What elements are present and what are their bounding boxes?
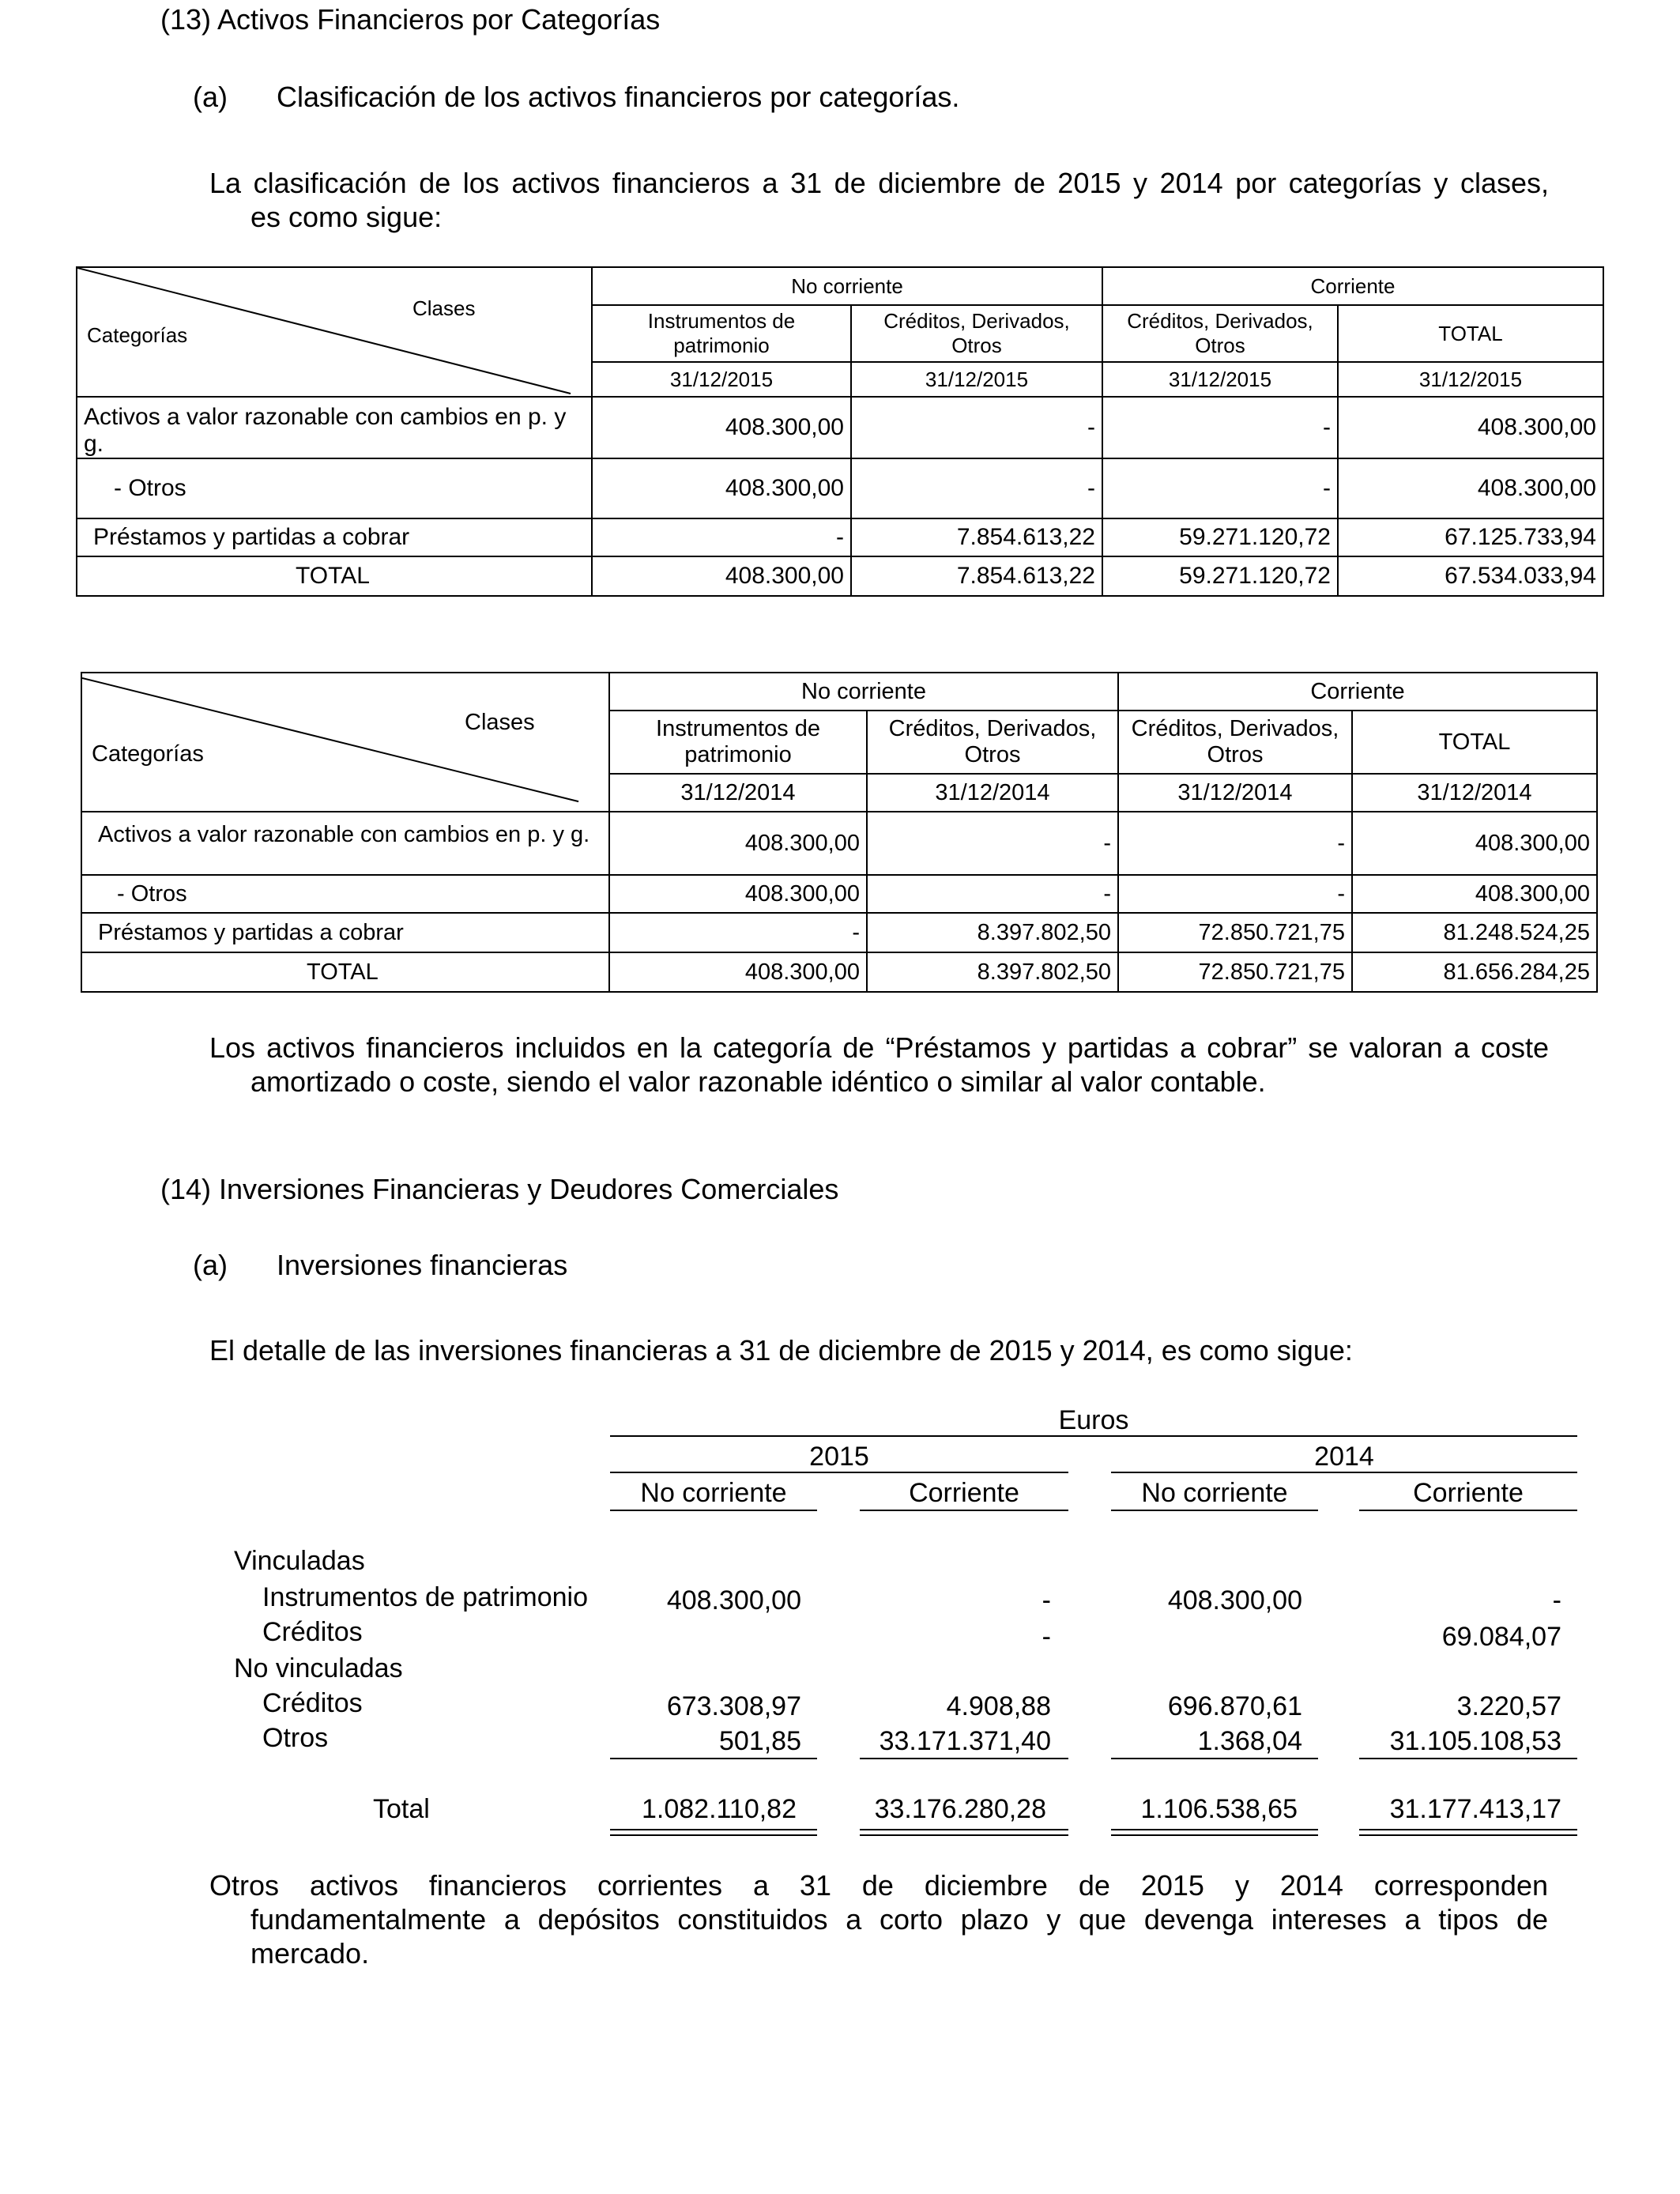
year-2014-header: 2014: [1314, 1442, 1374, 1472]
col-corriente-2014: Corriente: [1413, 1478, 1524, 1508]
col-creditos-c: Créditos, Derivados, Otros: [1118, 711, 1352, 774]
intro-paragraph-14: El detalle de las inversiones financieras a 31 de diciembre de 2015 y 2014, es como sigue:: [209, 1334, 1353, 1367]
label-no-vinculadas: No vinculadas: [234, 1653, 403, 1683]
categorias-label: Categorías: [92, 741, 204, 767]
corriente-header: Corriente: [1102, 267, 1603, 305]
cell-value: 69.084,07: [1441, 1622, 1561, 1652]
cell-value: 7.854.613,22: [851, 518, 1102, 556]
cell-value: 408.300,00: [592, 556, 851, 596]
rule: [860, 1510, 1068, 1511]
cell-value: 7.854.613,22: [851, 556, 1102, 596]
cell-value: 67.125.733,94: [1338, 518, 1603, 556]
cell-value: -: [1118, 875, 1352, 913]
rule: [1359, 1758, 1577, 1759]
cell-total: 31.177.413,17: [1389, 1794, 1561, 1824]
cell-value: -: [592, 518, 851, 556]
double-rule: [860, 1829, 1068, 1836]
label-creditos: Créditos: [262, 1617, 363, 1647]
cell-total: 33.176.280,28: [874, 1794, 1046, 1824]
no-corriente-header: No corriente: [592, 267, 1102, 305]
double-rule: [1111, 1829, 1318, 1836]
cell-value: 8.397.802,50: [867, 913, 1118, 952]
cell-value: 408.300,00: [592, 397, 851, 458]
cell-value: -: [1552, 1585, 1561, 1615]
col-creditos-c: Créditos, Derivados, Otros: [1102, 305, 1338, 362]
cell-total: 1.082.110,82: [642, 1794, 797, 1824]
col-no-corriente-2014: No corriente: [1141, 1478, 1288, 1508]
label-instrumentos: Instrumentos de patrimonio: [262, 1582, 588, 1612]
corriente-header: Corriente: [1118, 673, 1597, 711]
cell-value: 59.271.120,72: [1102, 518, 1338, 556]
cell-value: 408.300,00: [609, 952, 867, 992]
cell-value: 408.300,00: [592, 458, 851, 518]
euros-header: Euros: [1058, 1405, 1129, 1435]
label-creditos: Créditos: [262, 1688, 363, 1718]
cell-value: 408.300,00: [1338, 458, 1603, 518]
date-cell: 31/12/2014: [867, 774, 1118, 812]
cell-value: -: [1102, 458, 1338, 518]
cell-value: 72.850.721,75: [1118, 913, 1352, 952]
date-cell: 31/12/2015: [1338, 362, 1603, 397]
cell-value: 72.850.721,75: [1118, 952, 1352, 992]
note-line-2: amortizado o coste, siendo el valor razonable idéntico o similar al valor contable.: [250, 1065, 1266, 1098]
subsection-letter: (a): [193, 81, 228, 113]
intro-line-2: es como sigue:: [250, 201, 443, 233]
cell-value: -: [1118, 812, 1352, 875]
cell-value: -: [1042, 1585, 1051, 1615]
intro-line-1: La clasificación de los activos financieros a 31 de diciembre de 2015 y 2014 por categorías y clases,: [209, 167, 1549, 199]
cell-value: 408.300,00: [666, 1585, 801, 1615]
rule: [1111, 1510, 1318, 1511]
col-total: TOTAL: [1338, 305, 1603, 362]
categorias-label: Categorías: [87, 323, 188, 347]
cell-value: 408.300,00: [1352, 875, 1597, 913]
col-instrumentos: Instrumentos de patrimonio: [609, 711, 867, 774]
cell-value: 59.271.120,72: [1102, 556, 1338, 596]
row-label: - Otros: [81, 875, 609, 913]
rule: [1359, 1510, 1577, 1511]
no-corriente-header: No corriente: [609, 673, 1118, 711]
cell-value: 3.220,57: [1456, 1691, 1561, 1721]
row-label: - Otros: [77, 458, 592, 518]
double-rule: [610, 1829, 817, 1836]
section-14-title: (14) Inversiones Financieras y Deudores Comerciales: [160, 1173, 839, 1205]
cell-value: 696.870,61: [1167, 1691, 1302, 1721]
note-line-1: Otros activos financieros corrientes a 31 de diciembre de 2015 y 2014 corresponden: [209, 1869, 1548, 1902]
cell-value: -: [609, 913, 867, 952]
cell-value: 67.534.033,94: [1338, 556, 1603, 596]
subsection-title: Inversiones financieras: [277, 1249, 568, 1281]
clases-label: Clases: [465, 710, 535, 735]
date-cell: 31/12/2015: [592, 362, 851, 397]
rule: [860, 1758, 1068, 1759]
cell-value: 408.300,00: [1167, 1585, 1302, 1615]
date-cell: 31/12/2014: [609, 774, 867, 812]
row-label: Préstamos y partidas a cobrar: [77, 518, 592, 556]
row-label: Préstamos y partidas a cobrar: [81, 913, 609, 952]
rule: [1111, 1472, 1577, 1473]
clases-label: Clases: [412, 296, 476, 320]
note-paragraph-14: [209, 1868, 1548, 1970]
col-corriente-2015: Corriente: [909, 1478, 1019, 1508]
col-creditos-nc: Créditos, Derivados, Otros: [867, 711, 1118, 774]
date-cell: 31/12/2015: [1102, 362, 1338, 397]
cell-value: 501,85: [719, 1726, 801, 1756]
row-label: TOTAL: [81, 952, 609, 992]
cell-value: 408.300,00: [609, 875, 867, 913]
rule: [610, 1472, 1068, 1473]
date-cell: 31/12/2014: [1352, 774, 1597, 812]
subsection-title: Clasificación de los activos financieros por categorías.: [277, 81, 960, 113]
rule: [610, 1435, 1577, 1437]
col-creditos-nc: Créditos, Derivados, Otros: [851, 305, 1102, 362]
date-cell: 31/12/2014: [1118, 774, 1352, 812]
cell-value: -: [1042, 1622, 1051, 1652]
cell-value: 1.368,04: [1197, 1726, 1302, 1756]
cell-value: -: [851, 397, 1102, 458]
row-label: Activos a valor razonable con cambios en p. y g.: [77, 397, 592, 458]
label-vinculadas: Vinculadas: [234, 1546, 365, 1576]
row-label: Activos a valor razonable con cambios en p. y g.: [81, 812, 609, 875]
section-13-title: (13) Activos Financieros por Categorías: [160, 3, 661, 36]
cell-value: 408.300,00: [1352, 812, 1597, 875]
note-line-2: fundamentalmente a depósitos constituidos a corto plazo y que devenga intereses a tipos de: [250, 1903, 1548, 1936]
cell-value: 81.248.524,25: [1352, 913, 1597, 952]
cell-value: 4.908,88: [946, 1691, 1051, 1721]
cell-value: -: [1102, 397, 1338, 458]
double-rule: [1359, 1829, 1577, 1836]
subsection-letter: (a): [193, 1249, 228, 1281]
note-line-3: mercado.: [250, 1937, 370, 1970]
cell-value: 8.397.802,50: [867, 952, 1118, 992]
cell-value: 408.300,00: [1338, 397, 1603, 458]
col-no-corriente-2015: No corriente: [640, 1478, 787, 1508]
cell-value: 673.308,97: [666, 1691, 801, 1721]
date-cell: 31/12/2015: [851, 362, 1102, 397]
cell-value: 31.105.108,53: [1389, 1726, 1561, 1756]
rule: [610, 1758, 817, 1759]
year-2015-header: 2015: [809, 1442, 869, 1472]
cell-value: 81.656.284,25: [1352, 952, 1597, 992]
row-label: TOTAL: [77, 556, 592, 596]
col-total: TOTAL: [1352, 711, 1597, 774]
col-instrumentos: Instrumentos de patrimonio: [592, 305, 851, 362]
label-otros: Otros: [262, 1723, 329, 1753]
cell-value: -: [867, 812, 1118, 875]
cell-total: 1.106.538,65: [1140, 1794, 1298, 1824]
rule: [610, 1510, 817, 1511]
cell-value: -: [867, 875, 1118, 913]
cell-value: -: [851, 458, 1102, 518]
label-total: Total: [373, 1794, 430, 1824]
rule: [1111, 1758, 1318, 1759]
cell-value: 408.300,00: [609, 812, 867, 875]
note-line-1: Los activos financieros incluidos en la categoría de “Préstamos y partidas a cobrar” se valoran a coste: [209, 1031, 1549, 1064]
cell-value: 33.171.371,40: [879, 1726, 1051, 1756]
